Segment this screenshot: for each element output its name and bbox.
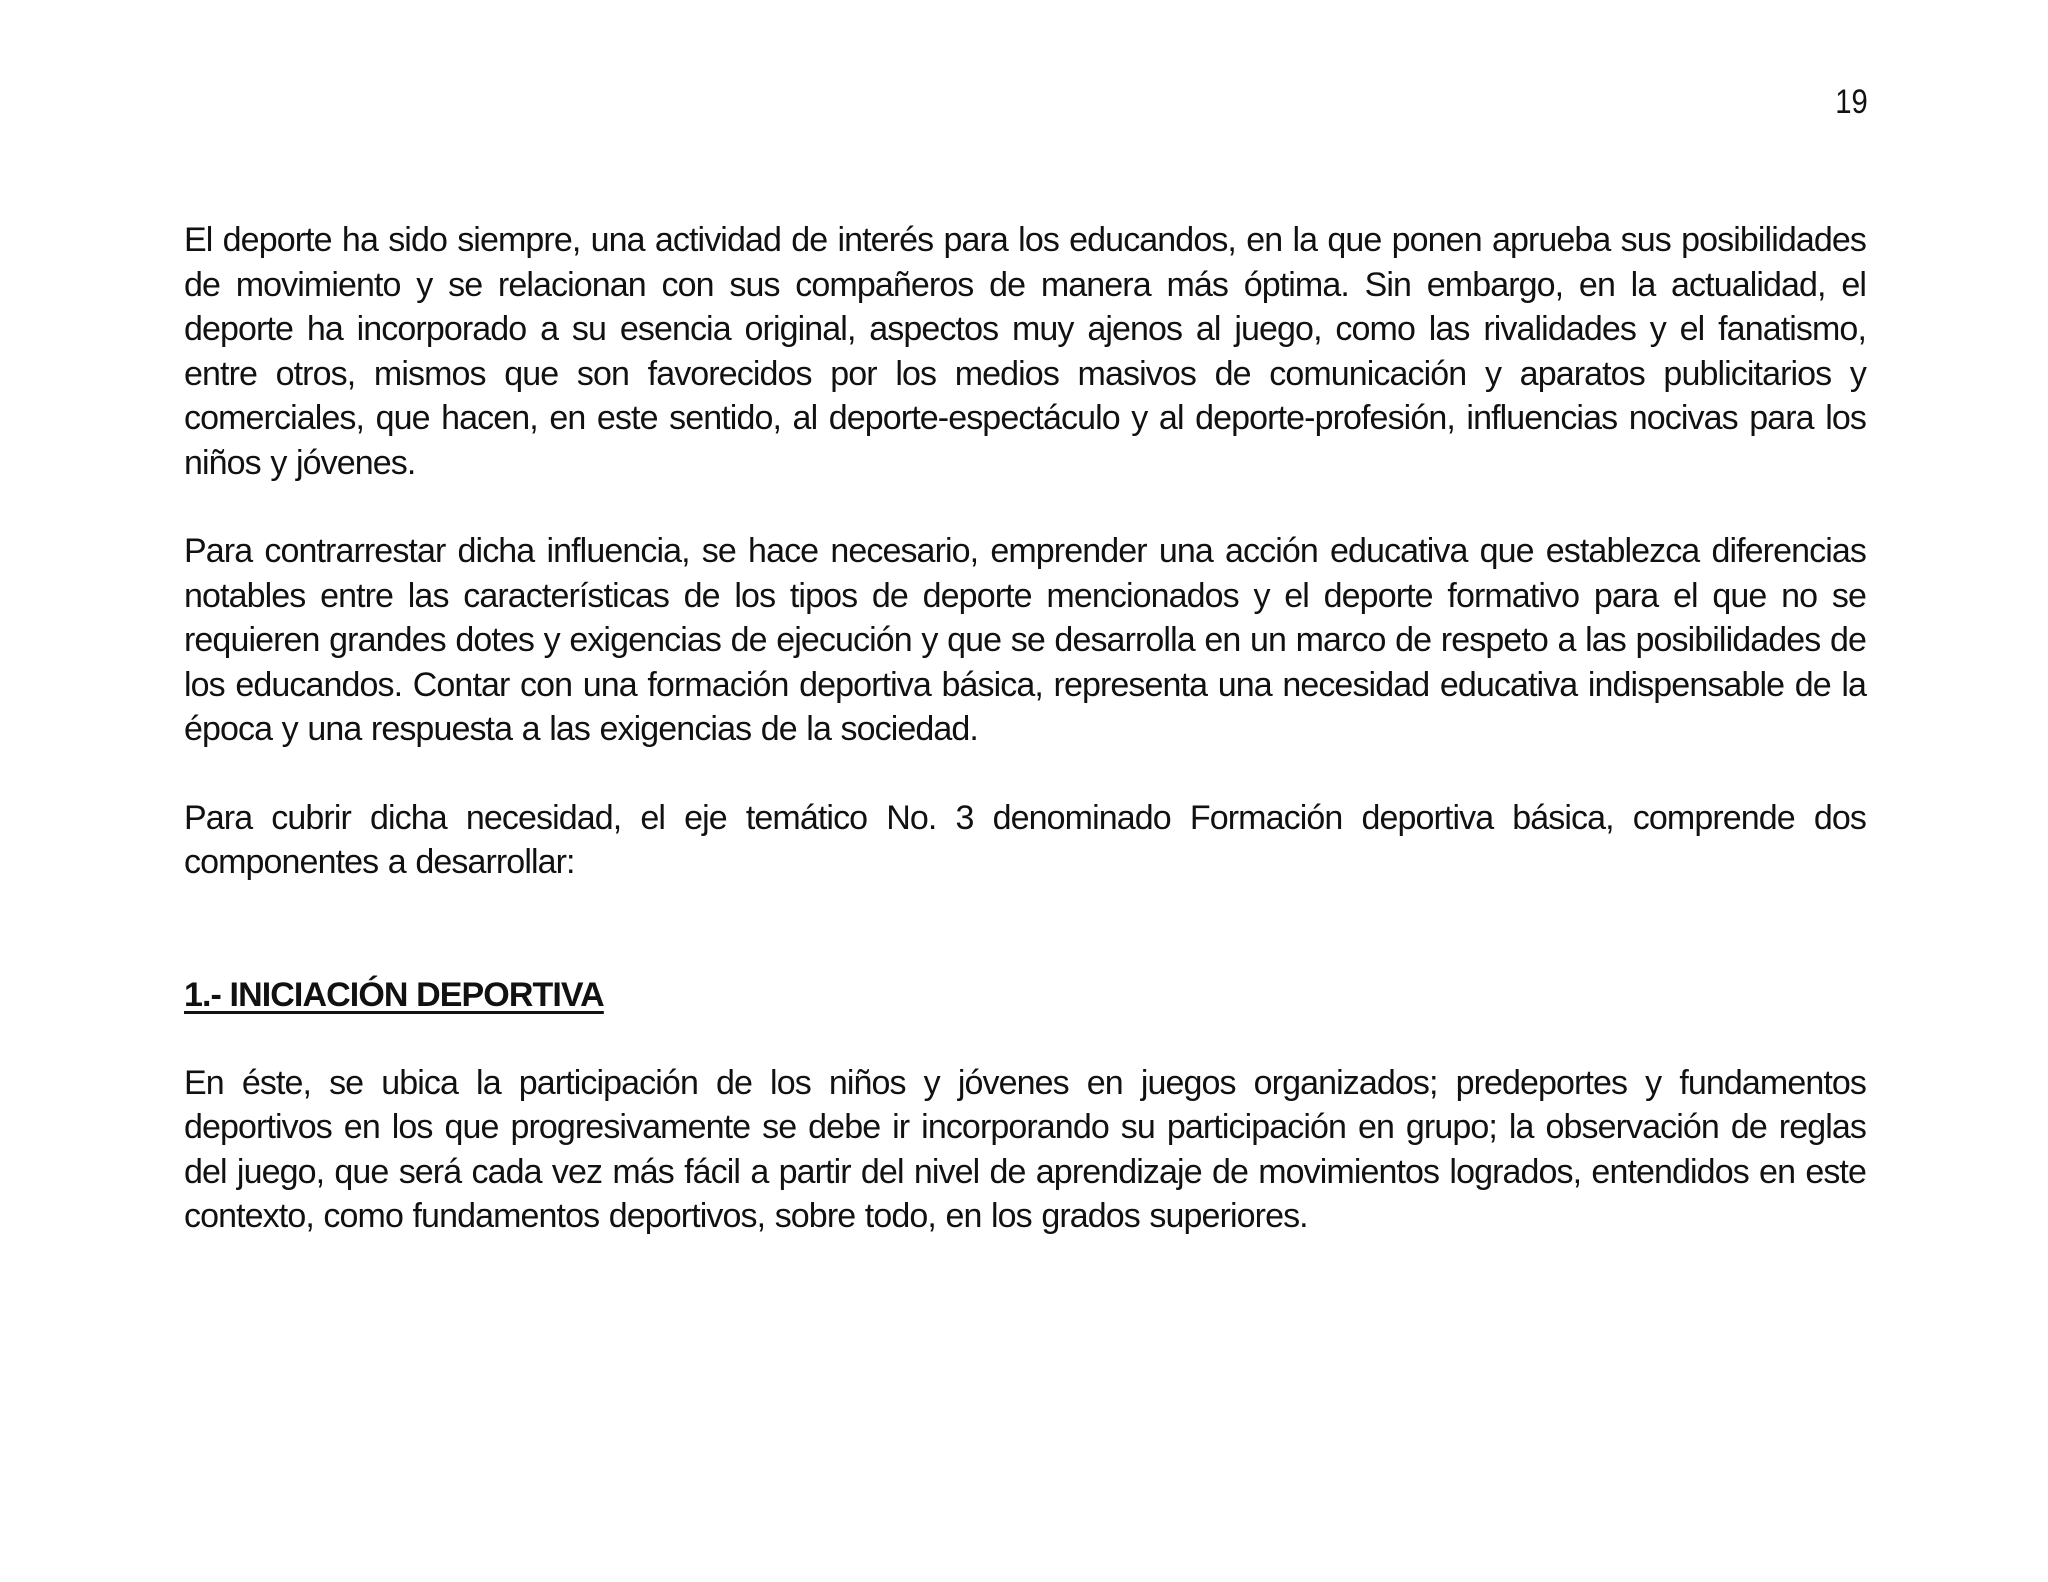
page-number: 19 (1835, 83, 1868, 121)
section-paragraph: En éste, se ubica la participación de los niños y jóvenes en juegos organizados; predeportes y fundamentos deportivos en los que progresivamente se debe ir incorporando su participación en grupo; la observación de reglas del juego, que será cada vez más fácil a partir del nivel de aprendizaje de movimientos logrados, entendidos en este contexto, como fundamentos deportivos, sobre todo, en los grados superiores. (184, 1063, 1866, 1235)
section-heading: 1.- INICIACIÓN DEPORTIVA (184, 975, 604, 1014)
page-content (184, 218, 1866, 1283)
paragraph-components: Para cubrir dicha necesidad, el eje temático No. 3 denominado Formación deportiva básica, comprende dos componentes a desarrollar: (184, 798, 1866, 881)
paragraph-counteract: Para contrarrestar dicha influencia, se hace necesario, emprender una acción educativa que establezca diferencias notables entre las características de los tipos de deporte mencionados y el deporte formativo para el que no se requieren grandes dotes y exigencias de ejecución y que se desarrolla en un marco de respeto a las posibilidades de los educandos. Contar con una formación deportiva básica, representa una necesidad educativa indispensable de la época y una respuesta a las exigencias de la sociedad. (184, 532, 1866, 748)
paragraph-intro: El deporte ha sido siempre, una actividad de interés para los educandos, en la que ponen aprueba sus posibilidades de movimiento y se relacionan con sus compañeros de manera más óptima. Sin embargo, en la actualidad, el deporte ha incorporado a su esencia original, aspectos muy ajenos al juego, como las rivalidades y el fanatismo, entre otros, mismos que son favorecidos por los medios masivos de comunicación y aparatos publicitarios y comerciales, que hacen, en este sentido, al deporte-espectáculo y al deporte-profesión, influencias nocivas para los niños y jóvenes. (184, 221, 1866, 482)
